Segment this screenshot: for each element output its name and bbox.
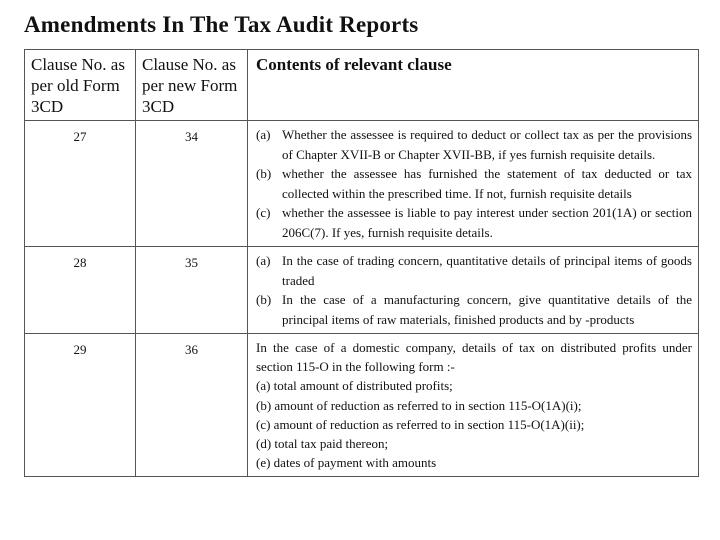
item-marker: (b) (256, 292, 272, 307)
header-contents: Contents of relevant clause (248, 50, 699, 121)
table-row (25, 247, 699, 334)
list-item (256, 203, 692, 242)
contents-cell (248, 334, 699, 477)
list-item: (e) dates of payment with amounts (256, 455, 437, 471)
header-new-clause: Clause No. as per new Form 3CD (136, 50, 248, 121)
item-text: whether the assessee has furnished the statement of tax deducted or tax collected within the prescribed time. If not, furnish requisite details (282, 166, 692, 201)
item-text: In the case of trading concern, quantitative details of principal items of goods traded (282, 253, 692, 288)
new-clause-cell: 35 (136, 247, 248, 334)
item-marker: (a) (256, 127, 271, 142)
table-header-row (25, 50, 699, 121)
item-text: Whether the assessee is required to deduct or collect tax as per the provisions of Chapter XVII-B or Chapter XVII-BB, if yes furnish requisite details. (282, 127, 692, 162)
item-text: whether the assessee is liable to pay interest under section 201(1A) or section 206C(7). If yes, furnish requisite details. (282, 205, 692, 240)
clause-intro: In the case of a domestic company, details of tax on distributed profits under section 115-O in the following form :- (256, 340, 692, 375)
old-clause-cell: 27 (25, 121, 136, 247)
list-item (256, 251, 692, 290)
contents-cell (248, 121, 699, 247)
new-clause-cell: 36 (136, 334, 248, 477)
new-clause-cell: 34 (136, 121, 248, 247)
table-row (25, 121, 699, 247)
list-item: (b) amount of reduction as referred to in section 115-O(1A)(i); (256, 397, 582, 413)
item-marker: (b) (256, 166, 272, 181)
old-clause-cell: 28 (25, 247, 136, 334)
list-item: (c) amount of reduction as referred to in section 115-O(1A)(ii); (256, 416, 585, 432)
page-title: Amendments In The Tax Audit Reports (24, 12, 419, 37)
list-item (256, 164, 692, 203)
list-item (256, 290, 692, 329)
old-clause-cell: 29 (25, 334, 136, 477)
table-row (25, 334, 699, 477)
list-item: (a) total amount of distributed profits; (256, 378, 453, 394)
list-item: (d) total tax paid thereon; (256, 436, 389, 452)
item-marker: (c) (256, 205, 271, 220)
item-text: In the case of a manufacturing concern, give quantitative details of the principal items of raw materials, finished products and by -products (282, 292, 692, 327)
contents-cell (248, 247, 699, 334)
amendments-table (24, 49, 699, 477)
list-item (256, 125, 692, 164)
header-old-clause: Clause No. as per old Form 3CD (25, 50, 136, 121)
item-marker: (a) (256, 253, 271, 268)
